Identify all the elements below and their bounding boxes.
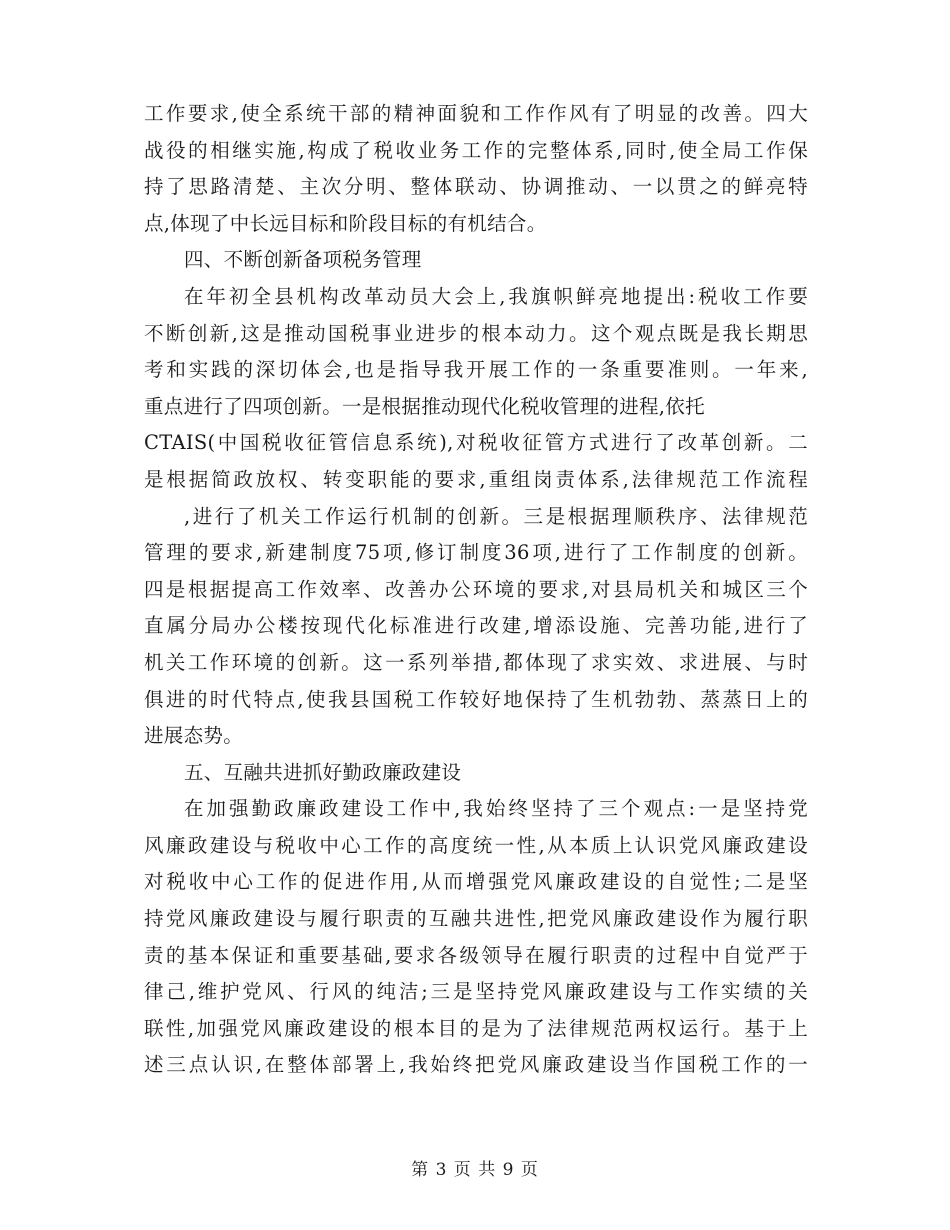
text-line: 考和实践的深切体会,也是指导我开展工作的一条重要准则。一年来, [144,358,808,382]
text-line: 进展态势。 [144,724,244,748]
text-line: 四是根据提高工作效率、改善办公环境的要求,对县局机关和城区三个 [144,577,808,601]
text-line: 联性,加强党风廉政建设的根本目的是为了法律规范两权运行。基于上 [144,1016,808,1040]
text-line: 俱进的时代特点,使我县国税工作较好地保持了生机勃勃、蒸蒸日上的 [144,687,808,711]
text-line: 战役的相继实施,构成了税收业务工作的完整体系,同时,使全局工作保 [144,138,808,162]
text-line: 风廉政建设与税收中心工作的高度统一性,从本质上认识党风廉政建设 [144,833,808,857]
text-line: ,进行了机关工作运行机制的创新。三是根据理顺秩序、法律规范 [184,504,808,528]
text-line: 在加强勤政廉政建设工作中,我始终坚持了三个观点:一是坚持党 [184,797,808,821]
text-line: 是根据简政放权、转变职能的要求,重组岗责体系,法律规范工作流程 [144,467,808,491]
text-line: 律己,维护党风、行风的纯洁;三是坚持党风廉政建设与工作实绩的关 [144,980,808,1004]
text-line: 在年初全县机构改革动员大会上,我旗帜鲜亮地提出:税收工作要 [184,284,808,308]
text-line: 述三点认识,在整体部署上,我始终把党风廉政建设当作国税工作的一 [144,1053,808,1077]
text-line: 对税收中心工作的促进作用,从而增强党风廉政建设的自觉性;二是坚 [144,870,808,894]
page-number-footer: 第 3 页 共 9 页 [411,1160,539,1180]
text-line: 点,体现了中长远目标和阶段目标的有机结合。 [144,211,547,235]
text-line: 机关工作环境的创新。这一系列举措,都体现了求实效、求进展、与时 [144,650,808,674]
text-line: 五、互融共进抓好勤政廉政建设 [184,760,462,784]
document-body [144,96,808,1084]
text-line: 责的基本保证和重要基础,要求各级领导在履行职责的过程中自觉严于 [144,943,808,967]
text-line: 重点进行了四项创新。一是根据推动现代化税收管理的进程,依托 [144,394,705,418]
text-line: 工作要求,使全系统干部的精神面貌和工作作风有了明显的改善。四大 [144,102,808,125]
text-line: 管理的要求,新建制度75项,修订制度36项,进行了工作制度的创新。 [144,541,808,565]
text-line: 持党风廉政建设与履行职责的互融共进性,把党风廉政建设作为履行职 [144,907,808,931]
text-line: CTAIS(中国税收征管信息系统),对税收征管方式进行了改革创新。二 [144,431,808,455]
text-line: 不断创新,这是推动国税事业进步的根本动力。这个观点既是我长期思 [144,321,808,345]
text-line: 直属分局办公楼按现代化标准进行改建,增添设施、完善功能,进行了 [144,614,808,638]
text-line: 持了思路清楚、主次分明、整体联动、协调推动、一以贯之的鲜亮特 [144,175,808,199]
text-line: 四、不断创新备项税务管理 [184,248,422,272]
